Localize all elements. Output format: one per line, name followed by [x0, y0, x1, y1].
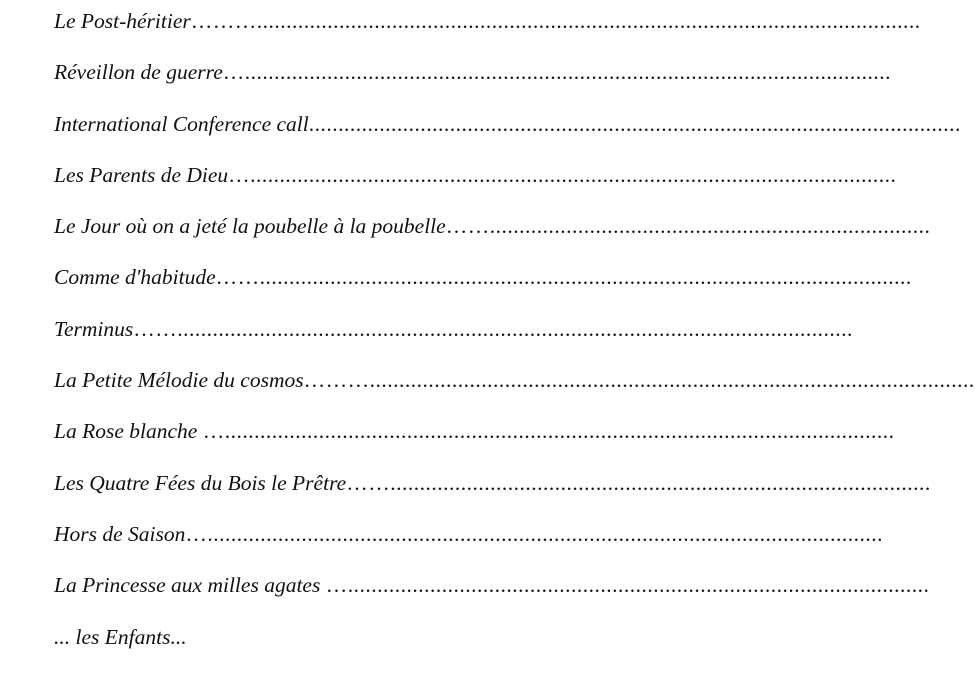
dot-leader: ….............................................................................................................. — [222, 60, 891, 85]
toc-entry-title: La Petite Mélodie du cosmos — [54, 368, 304, 393]
toc-entry-title: International Conference call — [54, 111, 309, 136]
dot-leader: …................................................................................................... — [325, 573, 930, 598]
dot-leader: …................................................................................................................... — [185, 521, 884, 546]
toc-entry — [54, 58, 891, 109]
toc-entry-title: La Rose blanche — [54, 419, 203, 444]
toc-entry-title: Hors de Saison — [54, 521, 186, 546]
toc-entry-title: Comme d'habitude — [54, 265, 216, 290]
dot-leader: ……............................................................................................ — [346, 470, 931, 495]
dot-leader: ……................................................................................................................... — [133, 316, 853, 341]
dot-leader: ……............................................................................................................... — [215, 265, 912, 290]
toc-entry — [54, 110, 961, 161]
toc-entry — [54, 520, 884, 571]
toc-entry — [54, 315, 853, 366]
toc-entry-title: Réveillon de guerre — [54, 60, 223, 85]
toc-entry-title: ... les Enfants... — [54, 624, 187, 649]
dot-leader: ………................................................................................................................. — [190, 9, 921, 33]
toc-entry — [54, 7, 921, 58]
dot-leader: ….............................................................................................................. — [228, 162, 897, 187]
dot-leader: ….................................................................................................................. — [202, 419, 895, 444]
toc-entry — [54, 469, 931, 520]
toc-entry-title: Les Parents de Dieu — [54, 162, 229, 187]
toc-entry-title: La Princesse aux milles agates — [54, 573, 326, 598]
toc-entry — [54, 263, 912, 314]
toc-entry-title: Terminus — [54, 316, 134, 341]
dot-leader: ……........................................................................... — [445, 214, 931, 239]
toc-entry-title: Le Jour où on a jeté la poubelle à la poubelle — [54, 214, 446, 239]
toc-entry — [54, 161, 897, 212]
toc-entry — [54, 571, 930, 622]
toc-entry — [54, 623, 754, 674]
toc-entry-title: Le Post-héritier — [54, 9, 191, 33]
toc-entry-title: Les Quatre Fées du Bois le Prêtre — [54, 470, 347, 495]
table-of-contents — [54, 7, 975, 674]
toc-entry — [54, 366, 975, 417]
dot-leader: ............................................................................................................... — [308, 111, 961, 136]
toc-entry — [54, 212, 931, 263]
dot-leader: ………....................................................................................................... — [303, 368, 975, 393]
toc-entry — [54, 417, 895, 468]
